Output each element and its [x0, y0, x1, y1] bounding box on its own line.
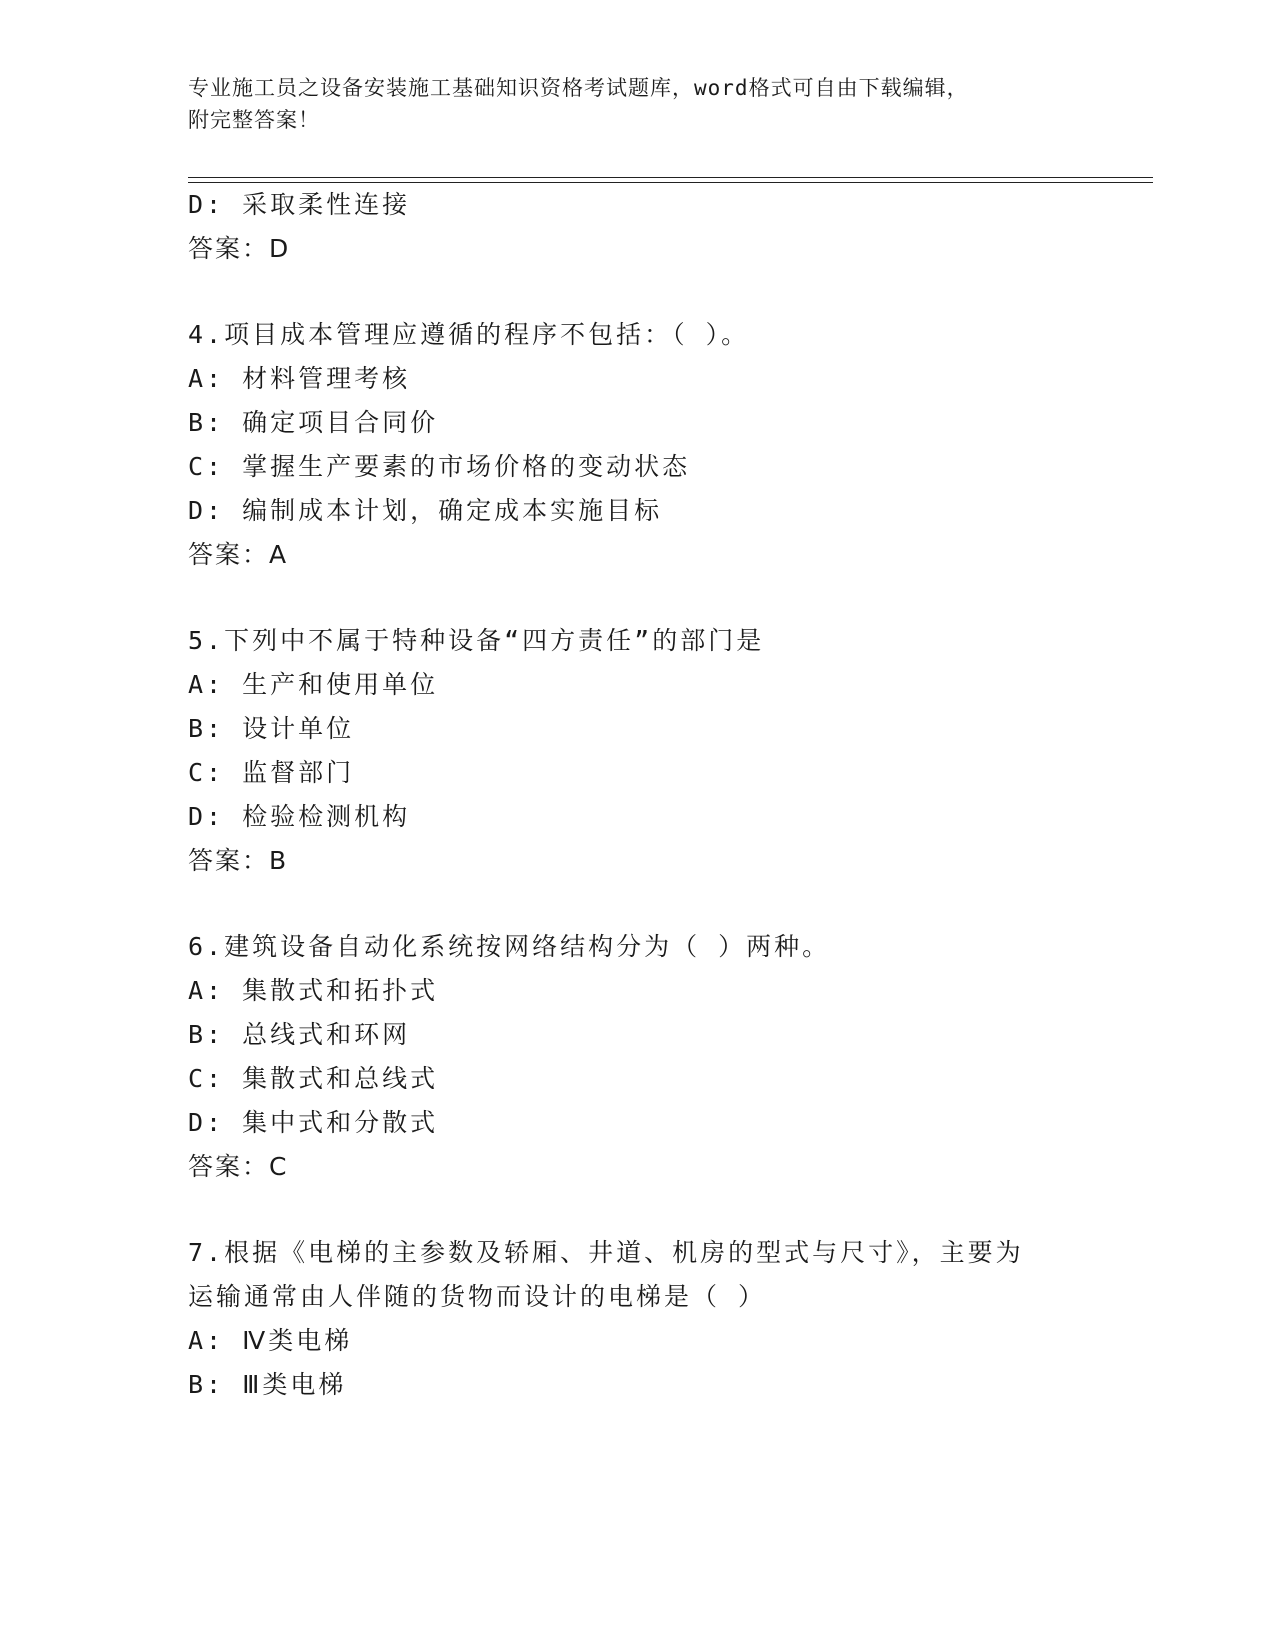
answer-q5: 答案：B [188, 846, 289, 875]
option-a-q6: A: 集散式和拓扑式 [188, 976, 439, 1005]
question-6: 6.建筑设备自动化系统按网络结构分为（ ）两种。 [188, 932, 831, 961]
question-7: 7.根据《电梯的主参数及轿厢、井道、机房的型式与尺寸》，主要为 [188, 1238, 1024, 1267]
document-header [188, 72, 1088, 136]
option-d-q4: D: 编制成本计划，确定成本实施目标 [188, 496, 663, 525]
option-d-q3: D: 采取柔性连接 [188, 190, 411, 219]
option-a-q7: A: Ⅳ类电梯 [188, 1326, 353, 1355]
question-5: 5.下列中不属于特种设备“四方责任”的部门是 [188, 626, 765, 655]
answer-q4: 答案：A [188, 540, 289, 569]
option-a-q5: A: 生产和使用单位 [188, 670, 439, 699]
header-divider-bottom [188, 182, 1153, 183]
question-4: 4.项目成本管理应遵循的程序不包括：（ ）。 [188, 320, 750, 349]
option-c-q5: C: 监督部门 [188, 758, 355, 787]
option-d-q6: D: 集中式和分散式 [188, 1108, 439, 1137]
header-line-2: 附完整答案！ [188, 108, 320, 132]
header-line-1: 专业施工员之设备安装施工基础知识资格考试题库，word格式可自由下载编辑， [188, 76, 969, 100]
option-a-q4: A: 材料管理考核 [188, 364, 411, 393]
answer-q3: 答案：D [188, 234, 291, 263]
option-c-q4: C: 掌握生产要素的市场价格的变动状态 [188, 452, 691, 481]
question-7-continued: 运输通常由人伴随的货物而设计的电梯是（ ） [188, 1282, 767, 1311]
answer-q6: 答案：C [188, 1152, 289, 1181]
option-b-q4: B: 确定项目合同价 [188, 408, 439, 437]
option-b-q6: B: 总线式和环网 [188, 1020, 411, 1049]
option-b-q7: B: Ⅲ类电梯 [188, 1370, 347, 1399]
header-divider-top [188, 177, 1153, 178]
option-d-q5: D: 检验检测机构 [188, 802, 411, 831]
option-c-q6: C: 集散式和总线式 [188, 1064, 439, 1093]
option-b-q5: B: 设计单位 [188, 714, 355, 743]
